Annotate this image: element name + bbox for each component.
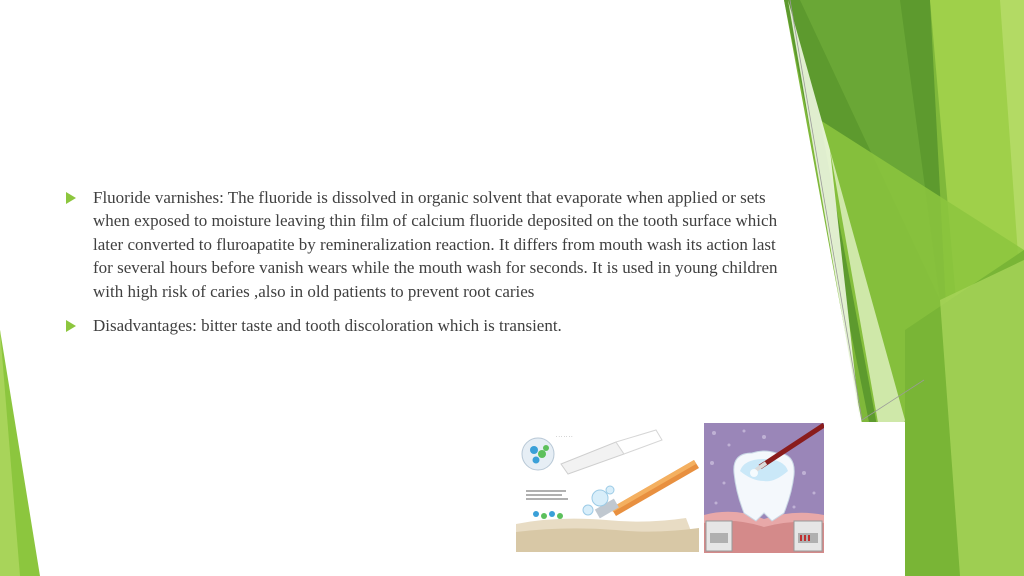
bullet-list (64, 186, 784, 348)
bullet-text: Disadvantages: bitter taste and tooth discoloration which is transient. (93, 316, 562, 336)
bullet-item-disadvantages (64, 314, 784, 337)
tooth-varnish-brush-illustration (704, 423, 824, 553)
triangle-bullet-icon (66, 320, 76, 332)
svg-text:· · · · · · ·: · · · · · · · (556, 434, 573, 439)
bullet-item-fluoride-varnishes (64, 186, 784, 303)
image-placeholder-panel (824, 422, 905, 576)
triangle-bullet-icon (66, 192, 76, 204)
bullet-text: Fluoride varnishes: The fluoride is dissolved in organic solvent that evaporate when applied or sets when exposed to moisture leaving thin film of calcium fluoride deposited on the tooth surface which later converted to fluroapatite by remineralization reaction. It differs from mouth wash its action last for several hours before vanish wears while the mouth wash for seconds. It is used in young children with high risk of caries ,also in old patients to prevent root caries (93, 188, 778, 301)
fluoride-varnish-application-diagram (516, 424, 699, 552)
